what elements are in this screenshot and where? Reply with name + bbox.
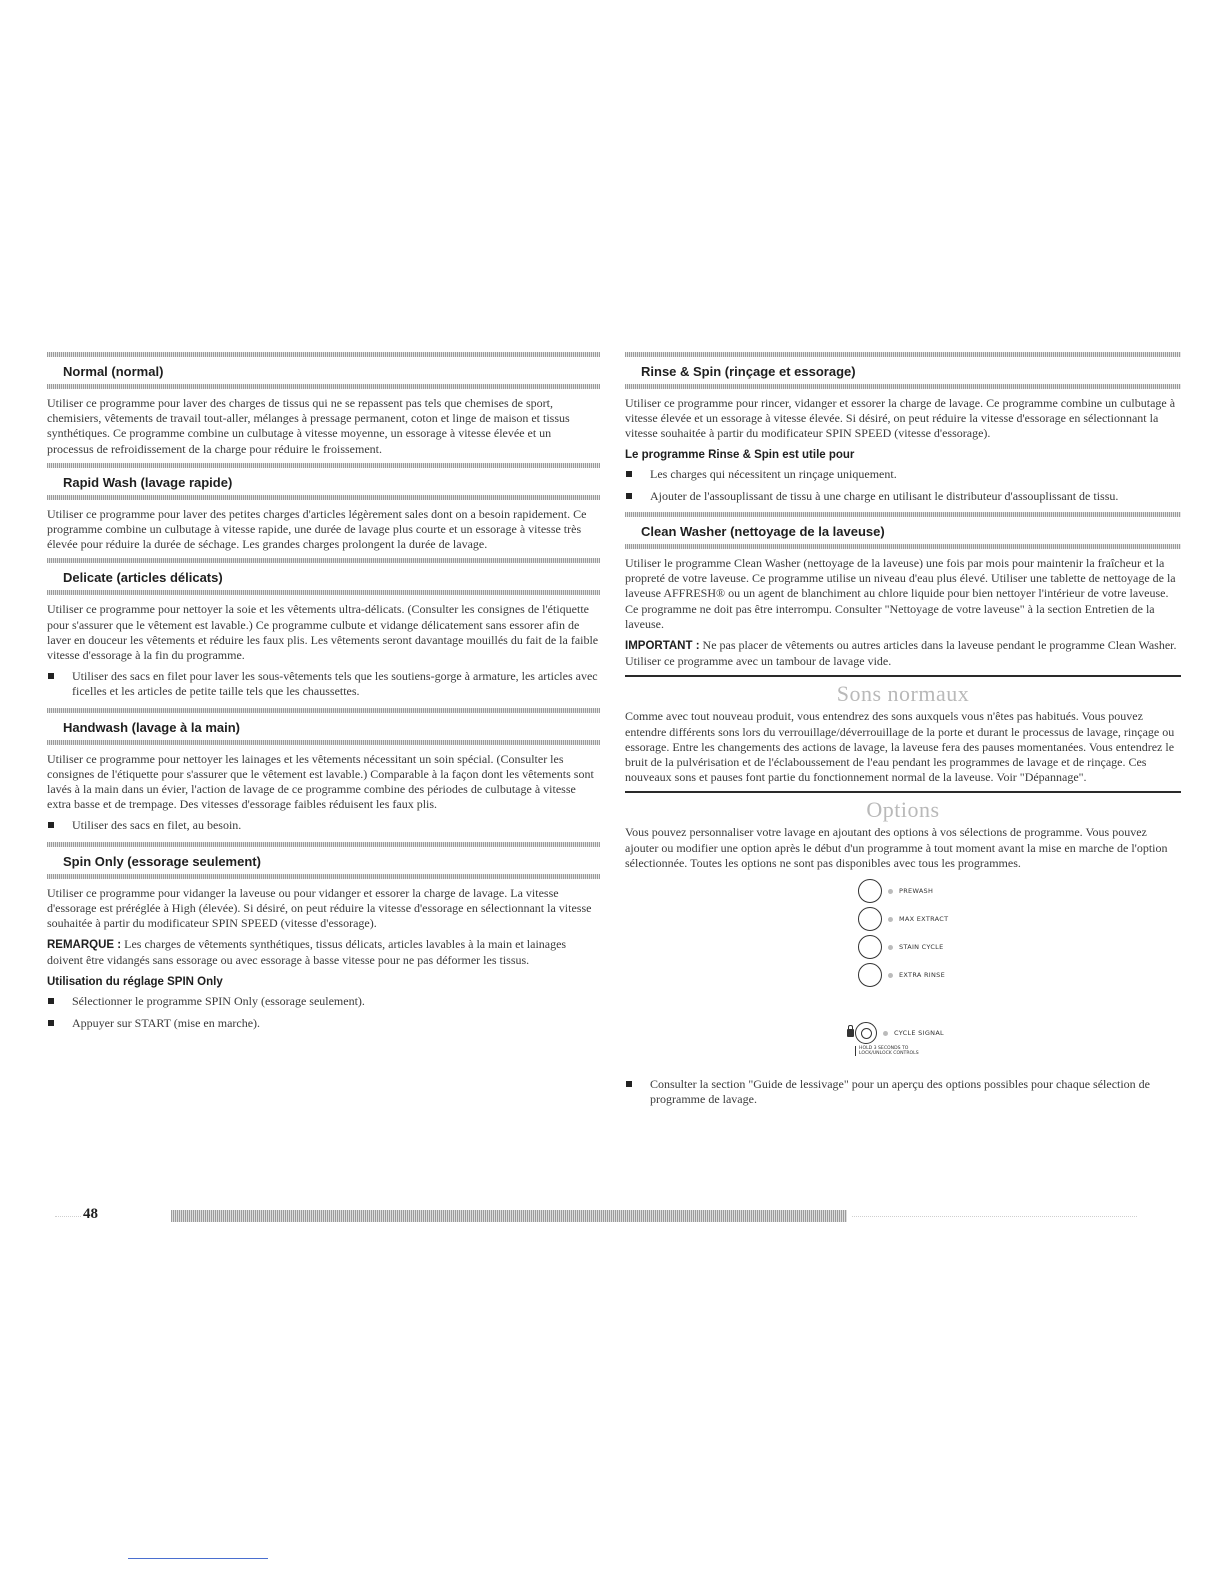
footer-hatch-bar [171,1210,847,1222]
hatch-rule [47,495,600,500]
remark-label: REMARQUE : [47,939,122,952]
section-body: Utiliser ce programme pour nettoyer les lainages et les vêtements nécessitant un soin spécial. (Consulter les consignes de l'étiquette pour s'assurer que le vêtement est lavable.) Comparable à la façon dont les vêtements sont lavés à la main dans un évier, l'action de lavage de ce programme combine des périodes de culbutage à vitesse extra basse et de trempage. Des vitesses d'essorage faibles réduisent les faux plis. [47,751,594,812]
section-body: Utiliser ce programme pour rincer, vidanger et essorer la charge de lavage. Ce programme combine un culbutage à vitesse élevée et un essorage à vitesse élevée. Si désiré, on peut réduire la vitesse d'essorage en sélectionnant la vitesse souhaitée à partir du modificateur SPIN SPEED (vitesse d'essorage). [625,396,1176,441]
important-label: IMPORTANT : [625,640,700,653]
remark-paragraph [47,937,600,968]
cycle-signal-inner-ring [861,1028,872,1039]
important-paragraph [625,638,1181,669]
bullet-list [625,1077,1181,1107]
list-item-text: Appuyer sur START (mise en marche). [72,1015,261,1030]
option-label: PREWASH [899,887,934,896]
list-item-text: Consulter la section "Guide de lessivage" pour un aperçu des options possibles pour chaque sélection de programme de lavage. [650,1077,1151,1107]
sounds-header [625,675,1181,709]
cycle-signal-button-icon [855,1022,877,1044]
list-item [625,467,1181,482]
list-item-text: Sélectionner le programme SPIN Only (essorage seulement). [72,993,365,1008]
list-item [47,994,600,1009]
remark-text: Les charges de vêtements synthétiques, tissus délicats, articles lavables à la main et lainages doivent être vidangés sans essorage ou avec essorage à basse vitesse pour ne pas déformer les tissus. [47,937,567,968]
option-label: EXTRA RINSE [899,971,946,980]
indicator-light-icon [888,945,893,950]
important-text: Ne pas placer de vêtements ou autres articles dans la laveuse pendant le programme Clean Washer. Utiliser ce programme avec un tambour de lavage vide. [625,638,1177,669]
footer-dotted-rule [852,1216,1137,1217]
hold-note-line: HOLD 3 SECONDS TO [859,1046,909,1052]
section-header-normal [47,352,600,389]
hatch-rule [47,384,600,389]
option-button-icon [858,963,882,987]
section-header-rapid-wash [47,463,600,500]
square-bullet-icon [48,1020,54,1026]
bullet-list [47,818,600,833]
hatch-rule [625,384,1181,389]
bullet-list [47,669,600,699]
indicator-light-icon [888,889,893,894]
section-header-delicate [47,558,600,595]
options-header [625,791,1181,825]
list-item-text: Les charges qui nécessitent un rinçage uniquement. [650,466,897,481]
option-label: MAX EXTRACT [899,915,949,924]
indicator-light-icon [888,917,893,922]
list-item [625,1077,1181,1107]
hatch-rule [625,544,1181,549]
list-item-text: Ajouter de l'assouplissant de tissu à une charge en utilisant le distributeur d'assouplissant de tissu. [650,488,1119,503]
indicator-light-icon [883,1031,888,1036]
option-button-icon [858,935,882,959]
square-bullet-icon [48,998,54,1004]
options-panel-diagram [625,879,1181,1067]
section-title: Clean Washer (nettoyage de la laveuse) [641,524,885,540]
hold-note-line: LOCK/UNLOCK CONTROLS [859,1051,919,1057]
footer-dotted-rule [55,1216,81,1217]
option-label: CYCLE SIGNAL [894,1029,944,1038]
page-footer [55,1206,1135,1226]
section-title: Rapid Wash (lavage rapide) [63,474,233,490]
section-title: Spin Only (essorage seulement) [63,853,261,869]
hatch-rule [47,874,600,879]
square-bullet-icon [48,822,54,828]
section-header-spin-only [47,842,600,879]
square-bullet-icon [626,1081,632,1087]
option-extra-rinse [858,963,945,987]
section-body: Utiliser ce programme pour vidanger la laveuse ou pour vidanger et essorer la charge de lavage. La vitesse d'essorage est préréglée à High (élevée). Si désiré, on peut réduire la vitesse d'essorage en sélectionnant la vitesse souhaitée à partir du modificateur SPIN SPEED (vitesse d'essorage). [47,885,592,931]
bottom-link-underline [128,1558,268,1559]
section-title: Delicate (articles délicats) [63,570,223,586]
indicator-light-icon [888,973,893,978]
list-item [47,1016,600,1031]
option-label: STAIN CYCLE [899,943,944,952]
subheading: Le programme Rinse & Spin est utile pour [625,448,855,461]
hatch-rule [47,740,600,745]
square-bullet-icon [626,493,632,499]
list-item [47,818,600,833]
section-body: Utiliser ce programme pour laver des petites charges d'articles légèrement sales dont on a besoin rapidement. Ce programme combine un culbutage à vitesse rapide, une durée de lavage plus courte et un essorage à vitesse très élevée pour réduire la durée de séchage. Les grandes charges prolongent la durée de lavage. [47,506,587,552]
option-button-icon [858,879,882,903]
bullet-list [625,467,1181,504]
option-max-extract [858,907,948,931]
section-body: Utiliser ce programme pour nettoyer la soie et les vêtements ultra-délicats. (Consulter les consignes de l'étiquette pour s'assurer que le vêtement est lavable.) Ce programme culbute et vidange délicatement sans essorer afin de laver en douceur les vêtements et réduire les faux plis. Les vêtements seront davantage mouillés du fait de la faible vitesse d'essorage à la fin du programme. [47,602,599,663]
lock-icon [847,1029,854,1037]
page-number: 48 [83,1206,98,1222]
option-stain-cycle [858,935,944,959]
square-bullet-icon [48,673,54,679]
list-item [625,489,1181,504]
option-prewash [858,879,933,903]
section-header-handwash [47,708,600,745]
subheading: Utilisation du réglage SPIN Only [47,975,223,988]
section-title: Rinse & Spin (rinçage et essorage) [641,364,856,379]
sounds-title: Sons normaux [836,681,970,707]
option-button-icon [858,907,882,931]
bullet-list [47,994,600,1031]
section-body: Utiliser ce programme pour laver des charges de tissus qui ne se repassent pas tels que chemises de sport, chemisiers, vêtements de travail tout-aller, mélanges à pressage permanent, coton et linge de maison et tissus synthétiques. Ce programme combine un culbutage à vitesse moyenne, un essorage à vitesse élevée et un processus de refroidissement de la charge pour réduire le froissement. [47,396,570,456]
sounds-body: Comme avec tout nouveau produit, vous entendrez des sons auxquels vous n'êtes pas habitués. Vous pouvez entendre différents sons lors du verrouillage/déverrouillage de la porte et durant le processus de lavage, rinçage ou essorage. Entre les changements des actions de lavage, la laveuse fera des pauses momentanées. Vous entendrez le bruit de la pulvérisation et de l'éclaboussement de l'eau pendant les programmes de lavage et de rinçage. Ces nouveaux sons et pauses font partie du fonctionnement normal de la laveuse. Voir "Dépannage". [625,709,1175,785]
section-body: Utiliser le programme Clean Washer (nettoyage de la laveuse) une fois par mois pour maintenir la fraîcheur et la propreté de votre laveuse. Ce programme utilise un niveau d'eau plus élevé. Utiliser une tablette de nettoyage de la laveuse AFFRESH® ou un agent de blanchiment au chlore liquide pour bien nettoyer l'intérieur de votre laveuse. Ce programme ne doit pas être interrompu. Consulter "Nettoyage de votre laveuse" à la section Entretien de la laveuse. [625,556,1176,631]
section-header-rinse-spin [625,352,1181,389]
options-title: Options [866,797,940,823]
square-bullet-icon [626,471,632,477]
hold-controls-note [855,1046,919,1056]
list-item [47,669,600,699]
options-body: Vous pouvez personnaliser votre lavage en ajoutant des options à vos sélections de programme. Vous pouvez ajouter ou modifier une option après le début d'un programme à tout moment avant la mise en marche de l'option sélectionnée. Toutes les options ne sont pas disponibles avec tous les programmes. [625,825,1168,870]
section-title: Normal (normal) [63,364,164,379]
section-title: Handwash (lavage à la main) [63,719,241,735]
list-item-text: Utiliser des sacs en filet, au besoin. [72,818,242,833]
right-column [625,352,1181,1115]
left-column [47,352,600,1039]
list-item-text: Utiliser des sacs en filet pour laver les sous-vêtements tels que les soutiens-gorge à armature, les articles avec ficelles et les articles de petite taille tels que les chaussettes. [72,669,598,699]
hatch-rule [47,590,600,595]
section-header-clean-washer [625,512,1181,549]
option-cycle-signal [847,1022,944,1044]
